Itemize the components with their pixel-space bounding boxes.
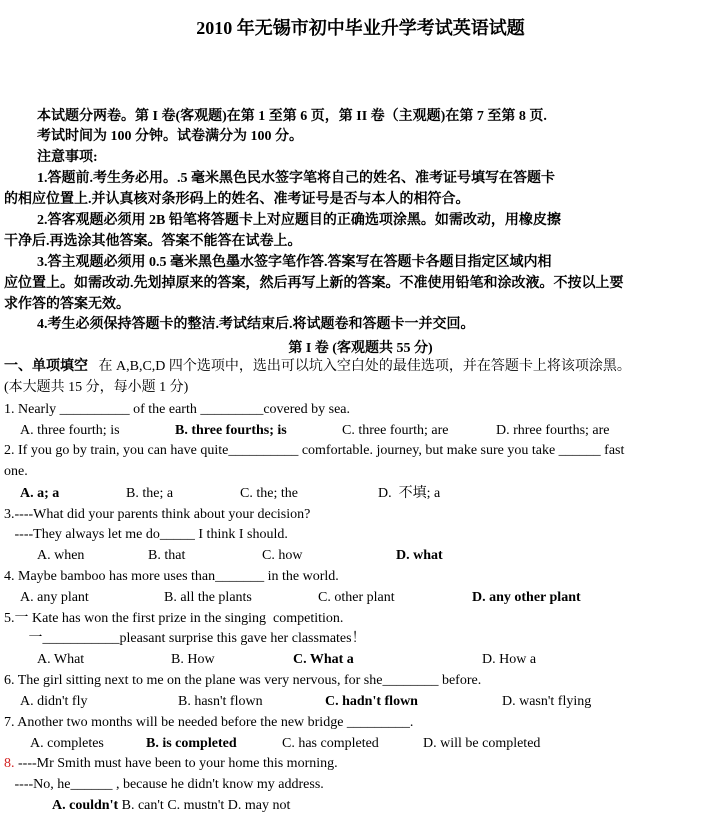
option-a: A. a; a [20, 486, 60, 501]
option-d: D. How a [482, 652, 537, 667]
question-stem: The girl sitting next to me on the plane was very nervous, for she________ before. [14, 673, 482, 688]
option-c: C. hadn't flown [325, 694, 418, 709]
question-number: 2. [4, 443, 15, 458]
option-b: B. the; a [126, 486, 174, 501]
option-b: B. can't [121, 798, 164, 813]
question-stem-cont: one. [4, 464, 28, 479]
option-a: A. didn't fly [20, 694, 88, 709]
option-c: C. What a [293, 652, 354, 667]
option-a: A. What [37, 652, 85, 667]
question-stem: If you go by train, you can have quite__________ comfortable. journey, but make sure you take ______ fast [14, 443, 625, 458]
note-2b: 干净后.再选涂其他答案。答案不能答在试卷上。 [4, 234, 302, 249]
question-number: 3. [4, 507, 15, 522]
option-c: C. other plant [318, 590, 395, 605]
question-stem: 一 Kate has won the first prize in the singing competition. [14, 611, 344, 626]
option-a: A. when [37, 548, 85, 563]
intro-notes-label: 注意事项: [37, 150, 98, 165]
question-stem: Maybe bamboo has more uses than_______ in the world. [14, 569, 339, 584]
option-c: C. the; the [240, 486, 298, 501]
question-6 [4, 672, 481, 690]
question-2 [4, 442, 624, 460]
note-3a: 3.答主观题必须用 0.5 毫米黑色墨水签字笔作答.答案写在答题卡各题目指定区域内相 [37, 255, 552, 270]
option-b: B. that [148, 548, 186, 563]
option-d: D. will be completed [423, 736, 541, 751]
question-number: 6. [4, 673, 15, 688]
note-4: 4.考生必须保持答题卡的整洁.考试结束后.将试题卷和答题卡一并交回。 [37, 317, 475, 332]
question-stem: Another two months will be needed before the new bridge _________. [14, 715, 414, 730]
section-heading [4, 358, 631, 376]
document-title: 2010 年无锡市初中毕业升学考试英语试题 [196, 18, 525, 38]
section-heading-line-2: (本大题共 15 分，每小题 1 分) [4, 380, 189, 395]
option-c: C. three fourth; are [342, 423, 449, 438]
question-4 [4, 568, 339, 586]
note-3b: 应位置上。如需改动.先划掉原来的答案，然后再写上新的答案。不准使用铅笔和涂改液。不按以上要 [4, 276, 624, 291]
option-a: A. three fourth; is [20, 423, 120, 438]
option-b: B. three fourths; is [175, 423, 287, 438]
option-a: A. completes [30, 736, 104, 751]
option-d: D. 不填; a [378, 486, 441, 501]
option-d: D. may not [227, 798, 291, 813]
question-7 [4, 714, 413, 732]
question-number: 8. [4, 756, 15, 771]
note-3c: 求作答的答案无效。 [4, 297, 130, 312]
option-b: B. is completed [146, 736, 237, 751]
option-a: A. couldn't [52, 798, 119, 813]
option-a: A. any plant [20, 590, 89, 605]
intro-line-2: 考试时间为 100 分钟。试卷满分为 100 分。 [37, 129, 303, 144]
question-stem: ----What did your parents think about your decision? [14, 507, 311, 522]
note-1b: 的相应位置上.并认真核对条形码上的姓名、准考证号是否与本人的相符合。 [4, 192, 470, 207]
section-heading-bold: 一、单项填空 [4, 359, 88, 374]
option-d: D. what [396, 548, 443, 563]
question-number: 5. [4, 611, 15, 626]
question-5 [4, 610, 343, 628]
option-c: C. how [262, 548, 303, 563]
question-stem-cont: 一___________pleasant surprise this gave her classmates！ [4, 631, 366, 646]
question-3 [4, 506, 310, 524]
option-c: C. mustn't [167, 798, 225, 813]
section-title: 第 I 卷 (客观题共 55 分) [288, 341, 433, 356]
options-row [52, 797, 290, 815]
question-stem: ----Mr Smith must have been to your home this morning. [14, 756, 338, 771]
question-stem-cont: ----They always let me do_____ I think I should. [4, 527, 288, 542]
intro-line-1: 本试题分两卷。第 I 卷(客观题)在第 1 至第 6 页，第 II 卷（主观题)在第 7 至第 8 页. [37, 109, 547, 124]
option-b: B. hasn't flown [178, 694, 263, 709]
section-heading-rest: 在 A,B,C,D 四个选项中，选出可以坑入空白处的最佳选项，并在答题卡上将该项涂黑。 [88, 359, 631, 374]
option-b: B. all the plants [164, 590, 252, 605]
question-number: 4. [4, 569, 15, 584]
question-stem-cont: ----No, he______ , because he didn't know my address. [4, 777, 324, 792]
note-1a: 1.答题前.考生务必用。.5 毫米黑色民水签字笔将自己的姓名、准考证号填写在答题卡 [37, 171, 555, 186]
question-1 [4, 401, 350, 419]
option-d: D. any other plant [472, 590, 581, 605]
question-number: 7. [4, 715, 15, 730]
option-d: D. rhree fourths; are [496, 423, 610, 438]
option-d: D. wasn't flying [502, 694, 592, 709]
note-2a: 2.答客观题必须用 2B 铅笔将答题卡上对应题目的正确选项涂黑。如需改动，用橡皮擦 [37, 213, 561, 228]
question-number: 1. [4, 402, 15, 417]
option-b: B. How [171, 652, 215, 667]
question-8 [4, 755, 338, 773]
option-c: C. has completed [282, 736, 379, 751]
question-stem: Nearly __________ of the earth _________covered by sea. [14, 402, 351, 417]
